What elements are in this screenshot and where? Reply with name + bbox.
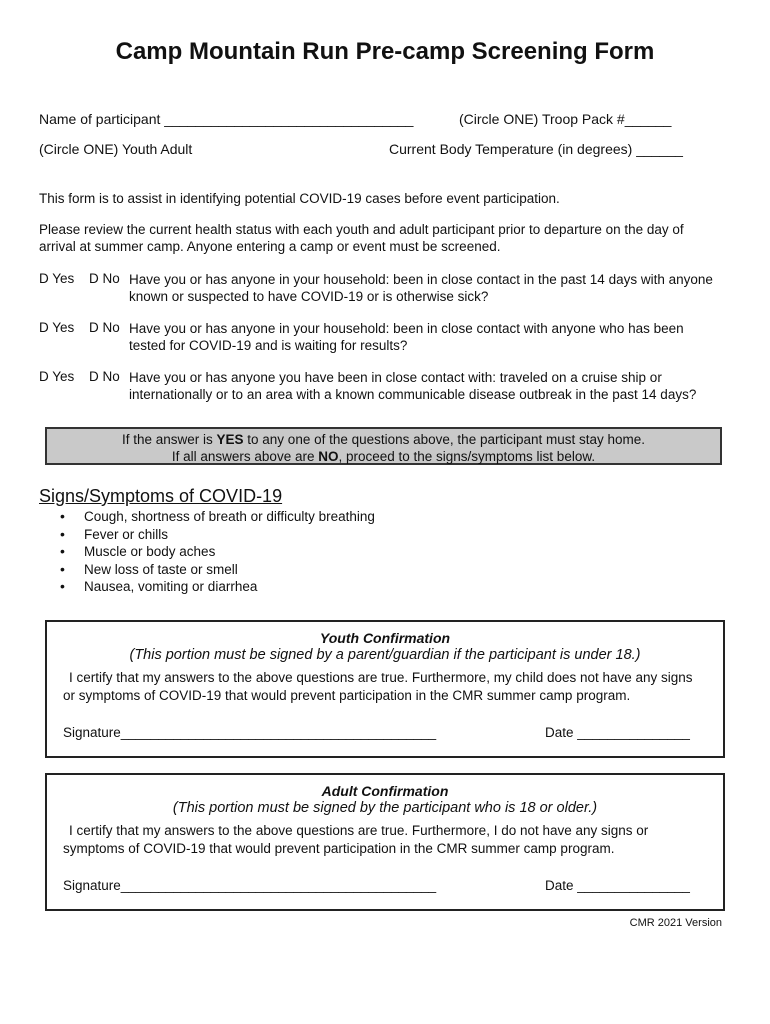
adult-certification-text [63,822,713,857]
adult-certification-line-1: I certify that my answers to the above questions are true. Furthermore, I do not have any signs or [69,823,649,838]
youth-confirmation-box [45,620,725,758]
list-item: • Fever or chills [58,526,375,544]
adult-certification-line-2: symptoms of COVID-19 that would prevent participation in the CMR summer camp program. [63,840,615,856]
youth-certification-text [63,669,713,704]
intro-paragraph-2-line-1: Please review the current health status with each youth and adult participant prior to departure on the day of [39,222,684,237]
youth-confirmation-subheading: (This portion must be signed by a parent/guardian if the participant is under 18.) [129,647,641,663]
question-2-line-1: Have you or has anyone in your household: been in close contact with anyone who has been [129,321,684,336]
list-item: • Muscle or body aches [58,543,375,561]
question-3-no-option[interactable]: D No [89,369,120,384]
question-1-no-option[interactable]: D No [89,271,120,286]
youth-adult-field[interactable]: (Circle ONE) Youth Adult [39,141,193,157]
question-2-text [129,320,739,354]
version-footer: CMR 2021 Version [629,917,722,929]
adult-signature-line[interactable]: Signature__________________________________________ [63,878,437,893]
notice-line-1: If the answer is YES to any one of the questions above, the participant must stay home. [121,432,646,447]
signs-symptoms-heading: Signs/Symptoms of COVID-19 [39,486,283,506]
question-2-line-2: tested for COVID-19 and is waiting for results? [129,338,408,353]
youth-certification-line-1: I certify that my answers to the above questions are true. Furthermore, my child does not have any signs [69,670,693,685]
question-3-text [129,369,739,403]
youth-signature-line[interactable]: Signature__________________________________________ [63,725,437,740]
participant-name-field[interactable]: Name of participant ________________________________ [39,111,414,127]
list-item: • New loss of taste or smell [58,561,375,579]
question-3-yes-option[interactable]: D Yes [39,369,75,384]
question-2-yes-option[interactable]: D Yes [39,320,75,335]
symptoms-list [58,508,375,596]
notice-line-2: If all answers above are NO, proceed to the signs/symptoms list below. [171,449,596,464]
adult-confirmation-subheading: (This portion must be signed by the participant who is 18 or older.) [172,800,598,816]
youth-certification-line-2: or symptoms of COVID-19 that would prevent participation in the CMR summer camp program. [63,687,631,703]
question-1-text [129,271,739,305]
form-title: Camp Mountain Run Pre-camp Screening Form [115,38,655,65]
question-3-line-1: Have you or has anyone you have been in close contact with: traveled on a cruise ship or [129,370,662,385]
adult-confirmation-box [45,773,725,911]
question-1-yes-option[interactable]: D Yes [39,271,75,286]
intro-paragraph-1: This form is to assist in identifying potential COVID-19 cases before event participation. [39,191,560,206]
youth-confirmation-heading: Youth Confirmation [319,630,451,646]
list-item: • Nausea, vomiting or diarrhea [58,578,375,596]
question-1-line-2: known or suspected to have COVID-19 or is otherwise sick? [129,289,489,304]
adult-date-line[interactable]: Date _______________ [545,878,690,893]
body-temperature-field[interactable]: Current Body Temperature (in degrees) ______ [389,141,683,157]
youth-date-line[interactable]: Date _______________ [545,725,690,740]
question-3-line-2: internationally or to an area with a known communicable disease outbreak in the past 14 days? [129,387,697,402]
question-2-no-option[interactable]: D No [89,320,120,335]
adult-confirmation-heading: Adult Confirmation [321,783,449,799]
question-1-line-1: Have you or has anyone in your household: been in close contact in the past 14 days with anyone [129,272,713,287]
intro-paragraph-2-line-2: arrival at summer camp. Anyone entering a camp or event must be screened. [39,239,501,254]
troop-pack-field[interactable]: (Circle ONE) Troop Pack #______ [459,111,672,127]
list-item: • Cough, shortness of breath or difficulty breathing [58,508,375,526]
stay-home-notice [45,427,722,465]
